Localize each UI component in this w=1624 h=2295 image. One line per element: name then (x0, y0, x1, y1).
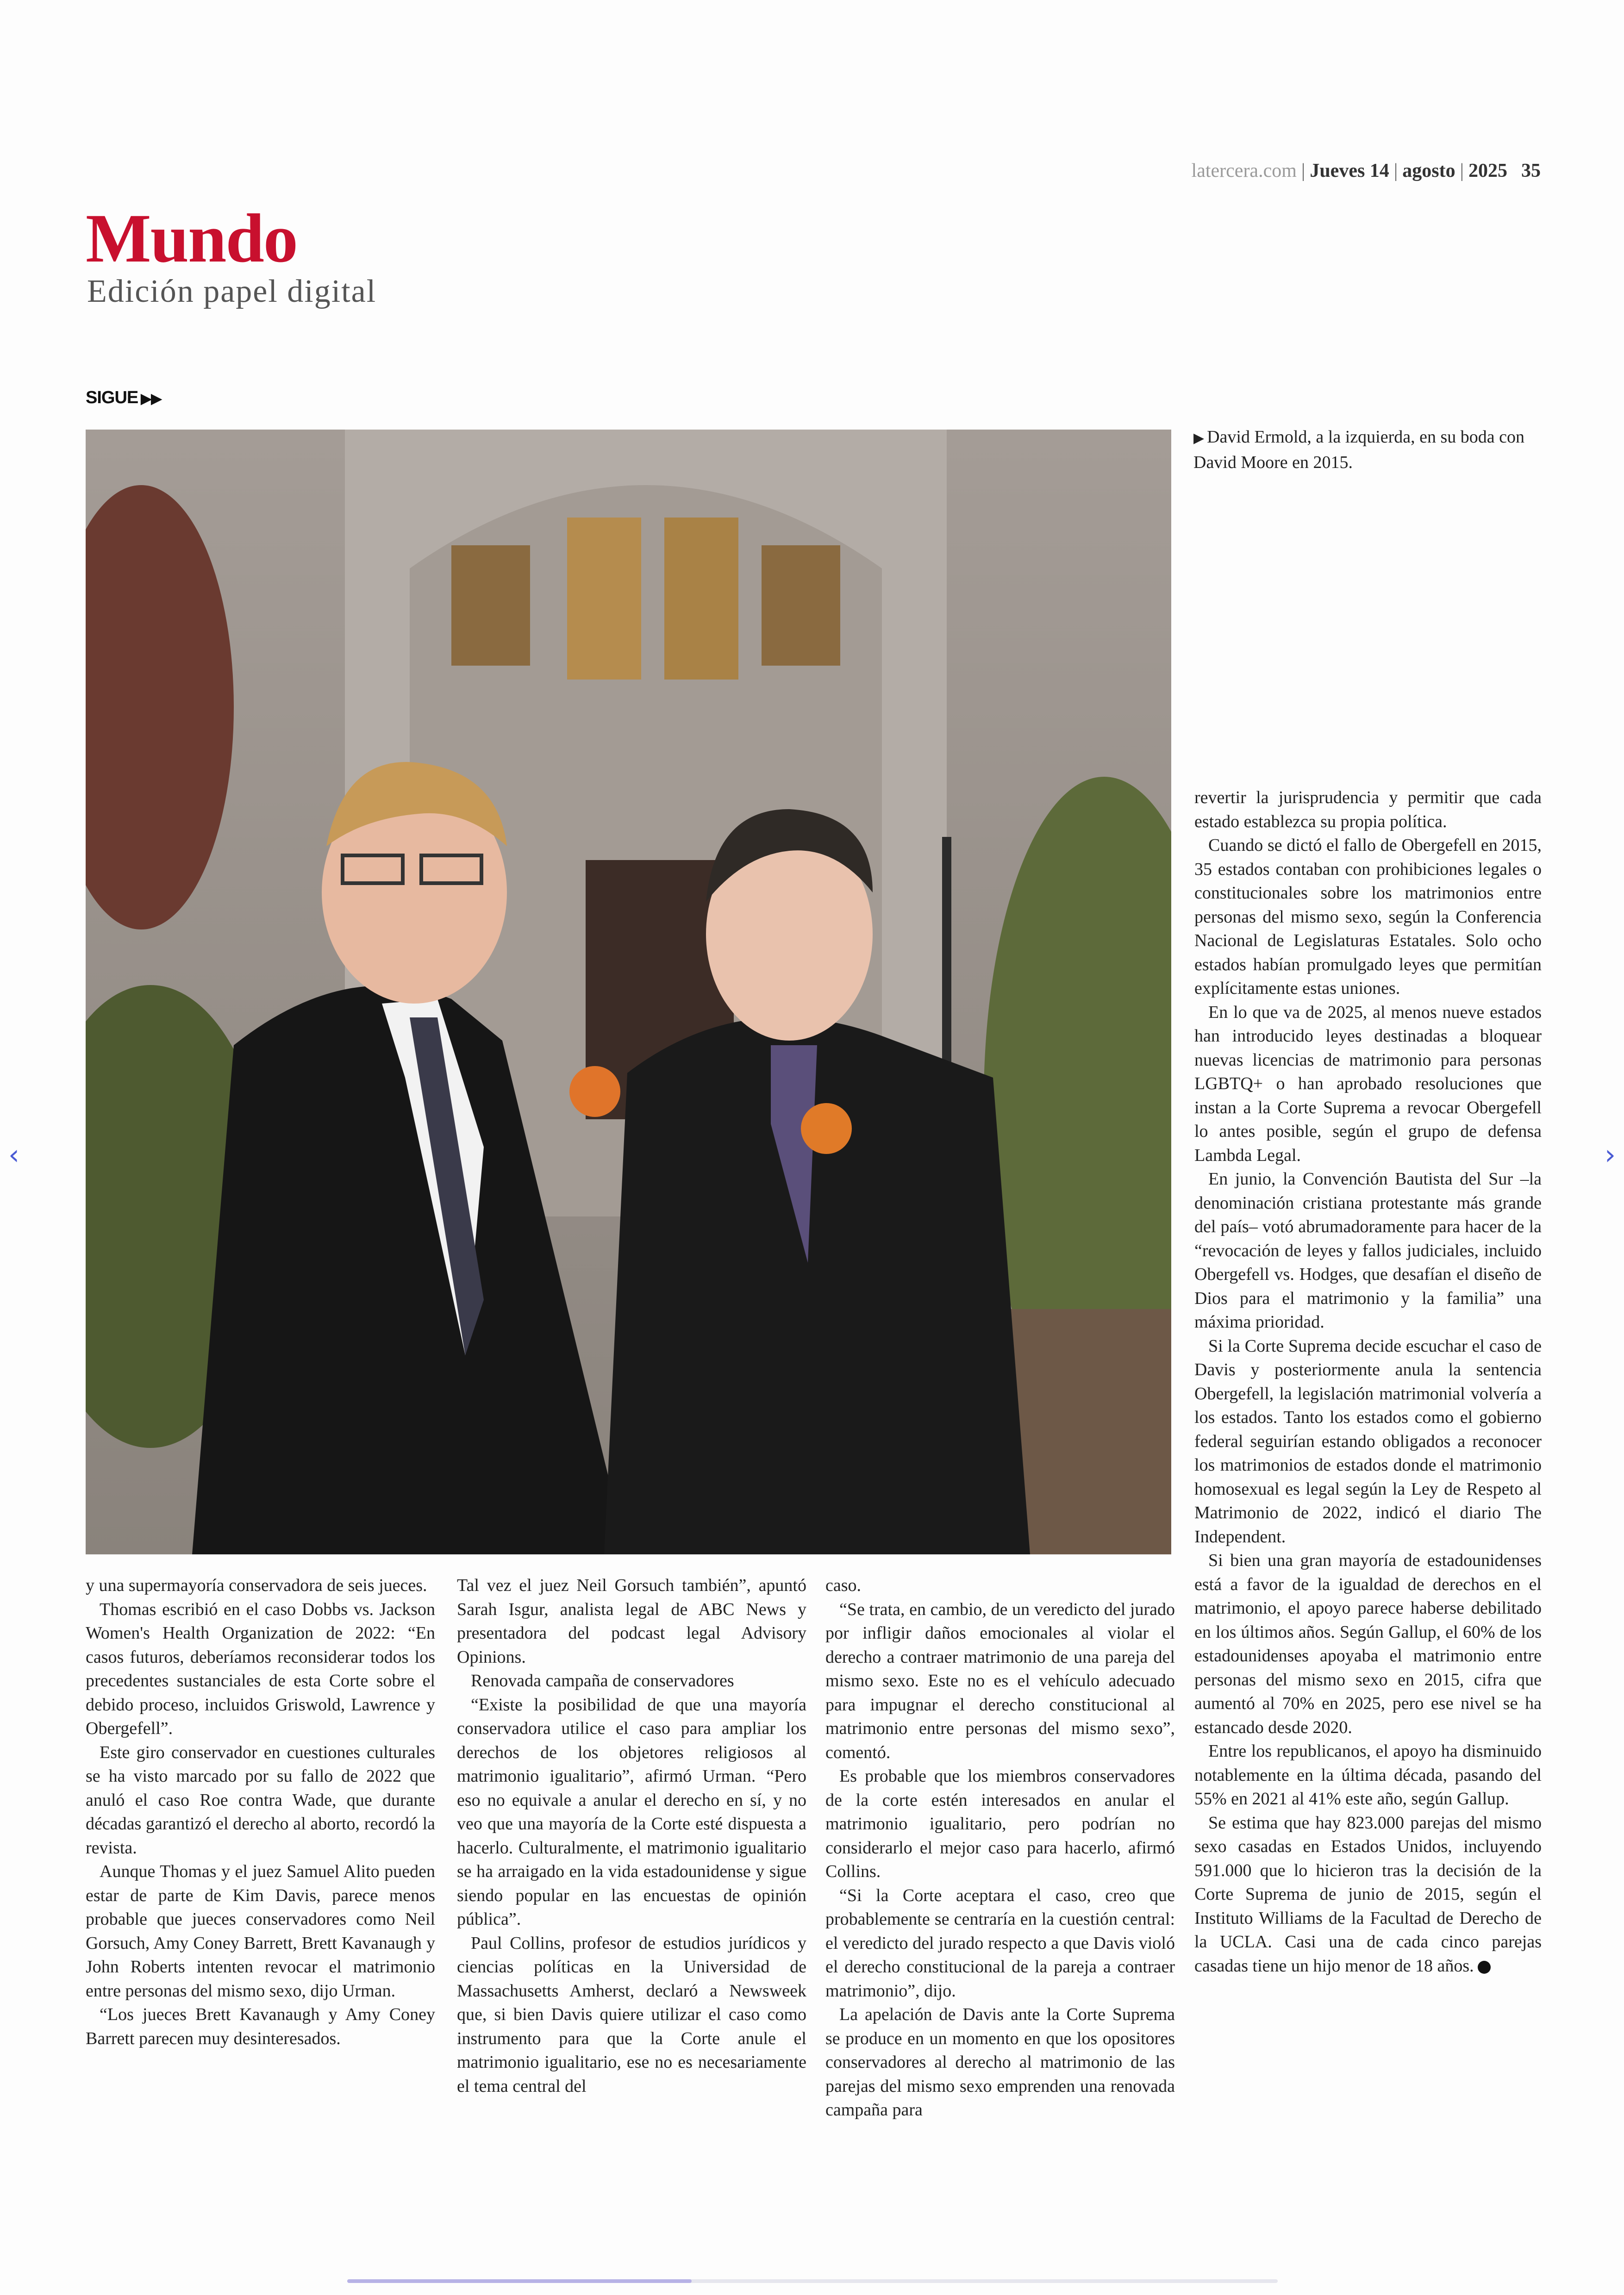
fast-forward-icon: ▶▶ (141, 391, 162, 406)
article-column-3 (825, 1574, 1175, 2122)
paragraph: “Se trata, en cambio, de un veredicto del jurado por infligir daños emocionales al violar el derecho a contraer matrimonio de una pareja del mismo sexo. Este no es el vehículo adecuado para impugnar el derecho constitucional al matrimonio entre personas del mismo sexo”, comentó. (825, 1599, 1175, 1762)
reading-progress-bar[interactable] (347, 2279, 1278, 2283)
paragraph: La apelación de Davis ante la Corte Suprema se produce en un momento en que los opositores conservadores al derecho al matrimonio de las parejas del mismo sexo emprenden una renovada campaña para (825, 2005, 1175, 2120)
article-column-1 (86, 1574, 435, 2051)
paragraph: En junio, la Convención Bautista del Sur –la denominación cristiana protestante más grande del país– votó abrumadoramente para hacer de la “revocación de leyes y fallos judiciales, incluido Obergefell vs. Hodges, que desafían el diseño de Dios para el matrimonio y la familia” una máxima prioridad. (1194, 1169, 1542, 1332)
end-of-article-icon (1478, 1961, 1491, 1974)
paragraph: “Existe la posibilidad de que una mayoría conservadora utilice el caso para ampliar los derechos de los objetores religiosos al matrimonio igualitario”, afirmó Urman. “Pero eso no equivale a anular el derecho en sí, y no veo que una mayoría de la Corte esté dispuesta a hacerlo. Culturalmente, el matrimonio igualitario se ha arraigado en la vida estadounidense y sigue siendo popular en las encuestas de opinión pública”. (457, 1695, 806, 1929)
play-triangle-icon: ▶ (1193, 430, 1205, 446)
paragraph: revertir la jurisprudencia y permitir que cada estado establezca su propia política. (1194, 788, 1542, 831)
paragraph: Cuando se dictó el fallo de Obergefell en 2015, 35 estados contaban con prohibiciones legales o constitucionales sobre los matrimonios entre personas del mismo sexo, según la Conferencia Nacional de Legislaturas Estatales. Solo ocho estados habían promulgado leyes que permitían explícitamente estas uniones. (1194, 836, 1542, 998)
previous-page-button[interactable]: ‹ (8, 1139, 19, 1171)
section-subtitle: Edición papel digital (87, 274, 377, 309)
paragraph: Thomas escribió en el caso Dobbs vs. Jackson Women's Health Organization de 2022: “En casos futuros, deberíamos reconsiderar todos los precedentes sustanciales de esta Corte sobre el debido proceso, incluidos Griswold, Lawrence y Obergefell”. (86, 1599, 435, 1738)
sigue-label (86, 388, 161, 408)
article-column-4 (1194, 786, 1542, 1978)
paragraph: En lo que va de 2025, al menos nueve estados han introducido leyes destinadas a bloquear nuevas licencias de matrimonio para personas LGBTQ+ o han aprobado resoluciones que instan a la Corte Suprema a revocar Obergefell lo antes posible, según el grupo de defensa Lambda Legal. (1194, 1002, 1542, 1165)
paragraph: Paul Collins, profesor de estudios jurídicos y ciencias políticas en la Universidad de Massachusetts Amherst, declaró a Newsweek que, si bien Davis quiere utilizar el caso como instrumento para que la Corte anule el matrimonio igualitario, ese no es necesariamente el tema central del (457, 1933, 806, 2096)
paragraph: Este giro conservador en cuestiones culturales se ha visto marcado por su fallo de 2022 que anuló el caso Roe contra Wade, que durante décadas garantizó el derecho al aborto, recordó la revista. (86, 1742, 435, 1858)
paragraph: y una supermayoría conservadora de seis jueces. (86, 1576, 427, 1595)
header-day: Jueves 14 (1310, 160, 1389, 181)
photo-caption-text: David Ermold, a la izquierda, en su boda con David Moore en 2015. (1193, 427, 1524, 472)
sigue-text: SIGUE (86, 388, 138, 407)
paragraph: caso. (825, 1576, 862, 1595)
last-paragraph-text: Se estima que hay 823.000 parejas del mismo sexo casadas en Estados Unidos, incluyendo 591.000 que lo hicieron tras la decisión de la Corte Suprema de junio de 2015, según el Instituto Williams de la Facultad de Derecho de la UCLA. Casi una de cada cinco parejas casadas tiene un hijo menor de 18 años. (1194, 1813, 1542, 1976)
paragraph: Si bien una gran mayoría de estadounidenses está a favor de la igualdad de derechos en el matrimonio, el apoyo parece haberse debilitado en los últimos años. Según Gallup, el 60% de los estadounidenses apoyaba el matrimonio entre personas del mismo sexo en 2015, cifra que aumentó al 70% en 2025, pero ese nivel se ha estancado desde 2020. (1194, 1551, 1542, 1737)
next-page-button[interactable]: › (1605, 1139, 1616, 1171)
article-column-2 (457, 1574, 806, 2098)
paragraph: Entre los republicanos, el apoyo ha disminuido notablemente en la última década, pasando del 55% en 2021 al 41% este año, según Gallup. (1194, 1741, 1542, 1809)
reading-progress-fill (347, 2279, 692, 2283)
paragraph: “Si la Corte aceptara el caso, creo que probablemente se centraría en la cuestión central: el veredicto del jurado respecto a que Davis violó el derecho constitucional de la pareja a contraer matrimonio”, dijo. (825, 1885, 1175, 2001)
last-paragraph (1194, 1811, 1542, 1978)
subheading: Renovada campaña de conservadores (471, 1671, 734, 1690)
paragraph: Si la Corte Suprema decide escuchar el caso de Davis y posteriormente anula la sentencia Obergefell, la legislación matrimonial volvería a los estados. Tanto los estados como el gobierno federal seguirían estando obligados a reconocer los matrimonios de estados donde el matrimonio homosexual es legal según la Ley de Respeto al Matrimonio de 2022, indicó el diario The Independent. (1194, 1336, 1542, 1547)
paragraph: Es probable que los miembros conservadores de la corte estén interesados en anular el matrimonio igualitario, pero podrían no considerarlo el mejor caso para hacerlo, afirmó Collins. (825, 1766, 1175, 1881)
header-month: agosto (1402, 160, 1455, 181)
paragraph: Tal vez el juez Neil Gorsuch también”, apuntó Sarah Isgur, analista legal de ABC News y presentadora del podcast legal Advisory Opinions. (457, 1576, 806, 1667)
page-header: latercera.com | Jueves 14 | agosto | 2025 35 (1191, 160, 1541, 181)
paragraph: Aunque Thomas y el juez Samuel Alito pueden estar de parte de Kim Davis, parece menos probable que jueces conservadores como Neil Gorsuch, Amy Coney Barrett, Brett Kavanaugh y John Roberts intenten revocar el matrimonio entre personas del mismo sexo, dijo Urman. (86, 1862, 435, 2001)
section-title: Mundo (86, 200, 297, 277)
wedding-photo (86, 430, 1171, 1554)
photo-caption (1193, 425, 1545, 474)
wedding-photo-illustration (86, 430, 1171, 1554)
page-number: 35 (1521, 160, 1541, 181)
paragraph: “Los jueces Brett Kavanaugh y Amy Coney Barrett parecen muy desinteresados. (86, 2005, 435, 2048)
header-year: 2025 (1468, 160, 1507, 181)
site-name[interactable]: latercera.com (1191, 160, 1297, 181)
